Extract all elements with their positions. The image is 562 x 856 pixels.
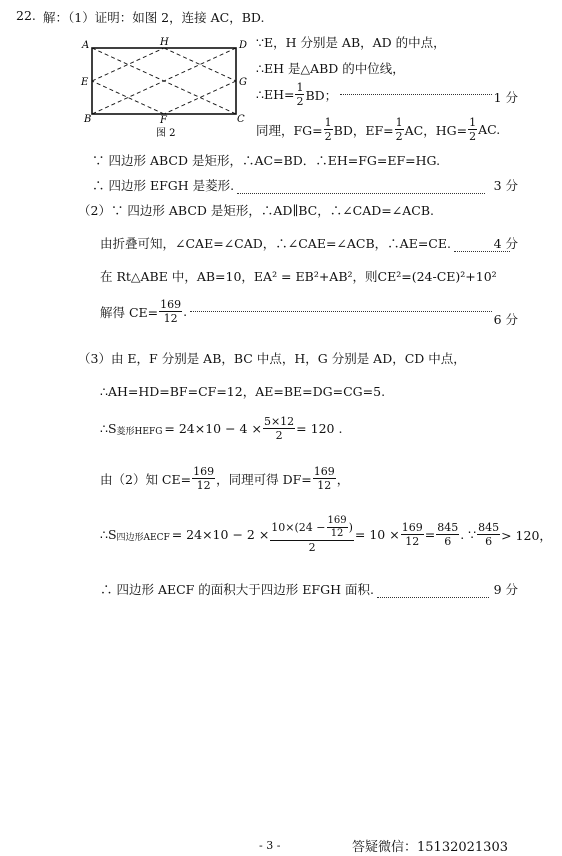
p3-line2: ∴AH=HD=BF=CF=12，AE=BE=DG=CG=5. <box>100 384 386 399</box>
p1-line5: ∵ 四边形 ABCD 是矩形，∴AC=BD．∴EH=FG=EF=HG. <box>92 153 441 168</box>
p3-line6 <box>100 580 492 598</box>
solve-ce: 解得 CE= <box>100 304 159 320</box>
score-4: 4 分 <box>493 236 518 251</box>
fraction-5x12-2: $\frac{5\times 12}{2}$ <box>263 415 295 442</box>
p1-line4 <box>256 117 500 142</box>
fraction-half: $\frac{1}{2}$ <box>469 116 477 143</box>
p1-line6 <box>92 176 488 194</box>
leader-dots <box>190 311 492 312</box>
problem-number: 22. <box>16 8 36 23</box>
likewise-df: ，同理可得 DF= <box>216 471 312 487</box>
likewise-ef: BD，EF= <box>333 122 394 138</box>
area2-eq2: = <box>424 527 436 542</box>
likewise-hg: AC，HG= <box>404 122 468 138</box>
area-expr: = 24×10 − 4 × <box>164 421 262 436</box>
p3-line3 <box>100 416 342 441</box>
score-3: 3 分 <box>493 178 518 193</box>
label-g: G <box>239 77 247 88</box>
label-a: A <box>82 40 90 51</box>
fraction-845-6: $\frac{845}{6}$ <box>437 521 459 548</box>
leader-dots <box>340 94 492 95</box>
figure-caption: 图 2 <box>156 128 176 139</box>
fraction-169-12: $\frac{169}{12}$ <box>193 465 215 492</box>
area-result: = 120 . <box>296 421 343 436</box>
area2-eq: = 10 × <box>354 527 400 542</box>
p2-line4: 解得 CE= $\frac{169}{12}$ . <box>100 299 495 324</box>
final-conclusion: ∴ 四边形 AECF 的面积大于四边形 EFGH 面积. <box>100 582 374 597</box>
fraction-half: $\frac{1}{2}$ <box>324 116 332 143</box>
dashed-lines <box>92 48 236 114</box>
fraction-half: $\frac{1}{2}$ <box>395 116 403 143</box>
from-2-ce: 由（2）知 CE= <box>100 471 192 487</box>
p3-line5 <box>100 516 552 553</box>
p1-line2: ∴EH 是△ABD 的中位线， <box>256 61 405 76</box>
p1-line3 <box>256 82 495 107</box>
label-b: B <box>84 114 92 125</box>
fraction-845-6: $\frac{845}{6}$ <box>478 521 500 548</box>
p3-line4 <box>100 466 349 491</box>
figure-2-diagram <box>76 36 252 140</box>
area2-expr: = 24×10 − 2 × <box>171 527 270 542</box>
fold-statement: 由折叠可知，∠CAE=∠CAD，∴∠CAE=∠ACB，∴AE=CE. <box>100 236 451 251</box>
p3-line1: （3）由 E，F 分别是 AB，BC 中点，H，G 分别是 AD，CD 中点， <box>78 351 466 366</box>
fraction-big: 10×(24 − $\frac{169}{12}$ ) 2 <box>271 515 353 554</box>
area-s: ∴S <box>100 421 117 436</box>
area-subscript: 菱形HEFG <box>116 427 163 437</box>
solution-header: 解：（1）证明：如图 2，连接 AC，BD. <box>43 10 265 25</box>
fraction-169-12: $\frac{169}{12}$ <box>160 298 182 325</box>
gt-120: > 120， <box>501 527 552 543</box>
page-number: - 3 - <box>259 839 281 852</box>
leader-dots <box>377 597 489 598</box>
eh-eq-text: ∴EH= <box>256 87 295 102</box>
label-e: E <box>81 77 89 88</box>
score-1: 1 分 <box>493 90 518 105</box>
leader-dots <box>237 193 485 194</box>
since: . ∵ <box>460 527 477 542</box>
score-6: 6 分 <box>493 312 518 327</box>
area2-s: ∴S <box>100 527 117 542</box>
rhombus-conclusion: ∴ 四边形 EFGH 是菱形. <box>92 178 235 193</box>
p2-line1: （2）∵ 四边形 ABCD 是矩形，∴AD∥BC，∴∠CAD=∠ACB. <box>78 203 434 218</box>
contact-info: 答疑微信：15132021303 <box>352 840 508 855</box>
label-d: D <box>239 40 248 51</box>
p2-line3: 在 Rt△ABE 中，AB=10，EA² = EB²+AB²，则CE²=(24-CE)²+10² <box>100 269 497 284</box>
p1-line1: ∵E，H 分别是 AB，AD 的中点， <box>256 35 446 50</box>
fraction-half: $\frac{1}{2}$ <box>296 81 304 108</box>
p2-line2 <box>100 234 513 252</box>
score-9: 9 分 <box>493 582 518 597</box>
fraction-169-12: $\frac{169}{12}$ <box>313 465 335 492</box>
fraction-169-12: $\frac{169}{12}$ <box>401 521 423 548</box>
likewise-ac: AC. <box>478 122 501 137</box>
area2-subscript: 四边形AECF <box>116 533 170 543</box>
label-h: H <box>160 37 169 48</box>
likewise-fg: 同理，FG= <box>256 122 323 138</box>
comma: ， <box>336 471 350 487</box>
label-f: F <box>160 115 167 126</box>
label-c: C <box>237 114 245 125</box>
bd-text: BD； <box>305 87 338 103</box>
